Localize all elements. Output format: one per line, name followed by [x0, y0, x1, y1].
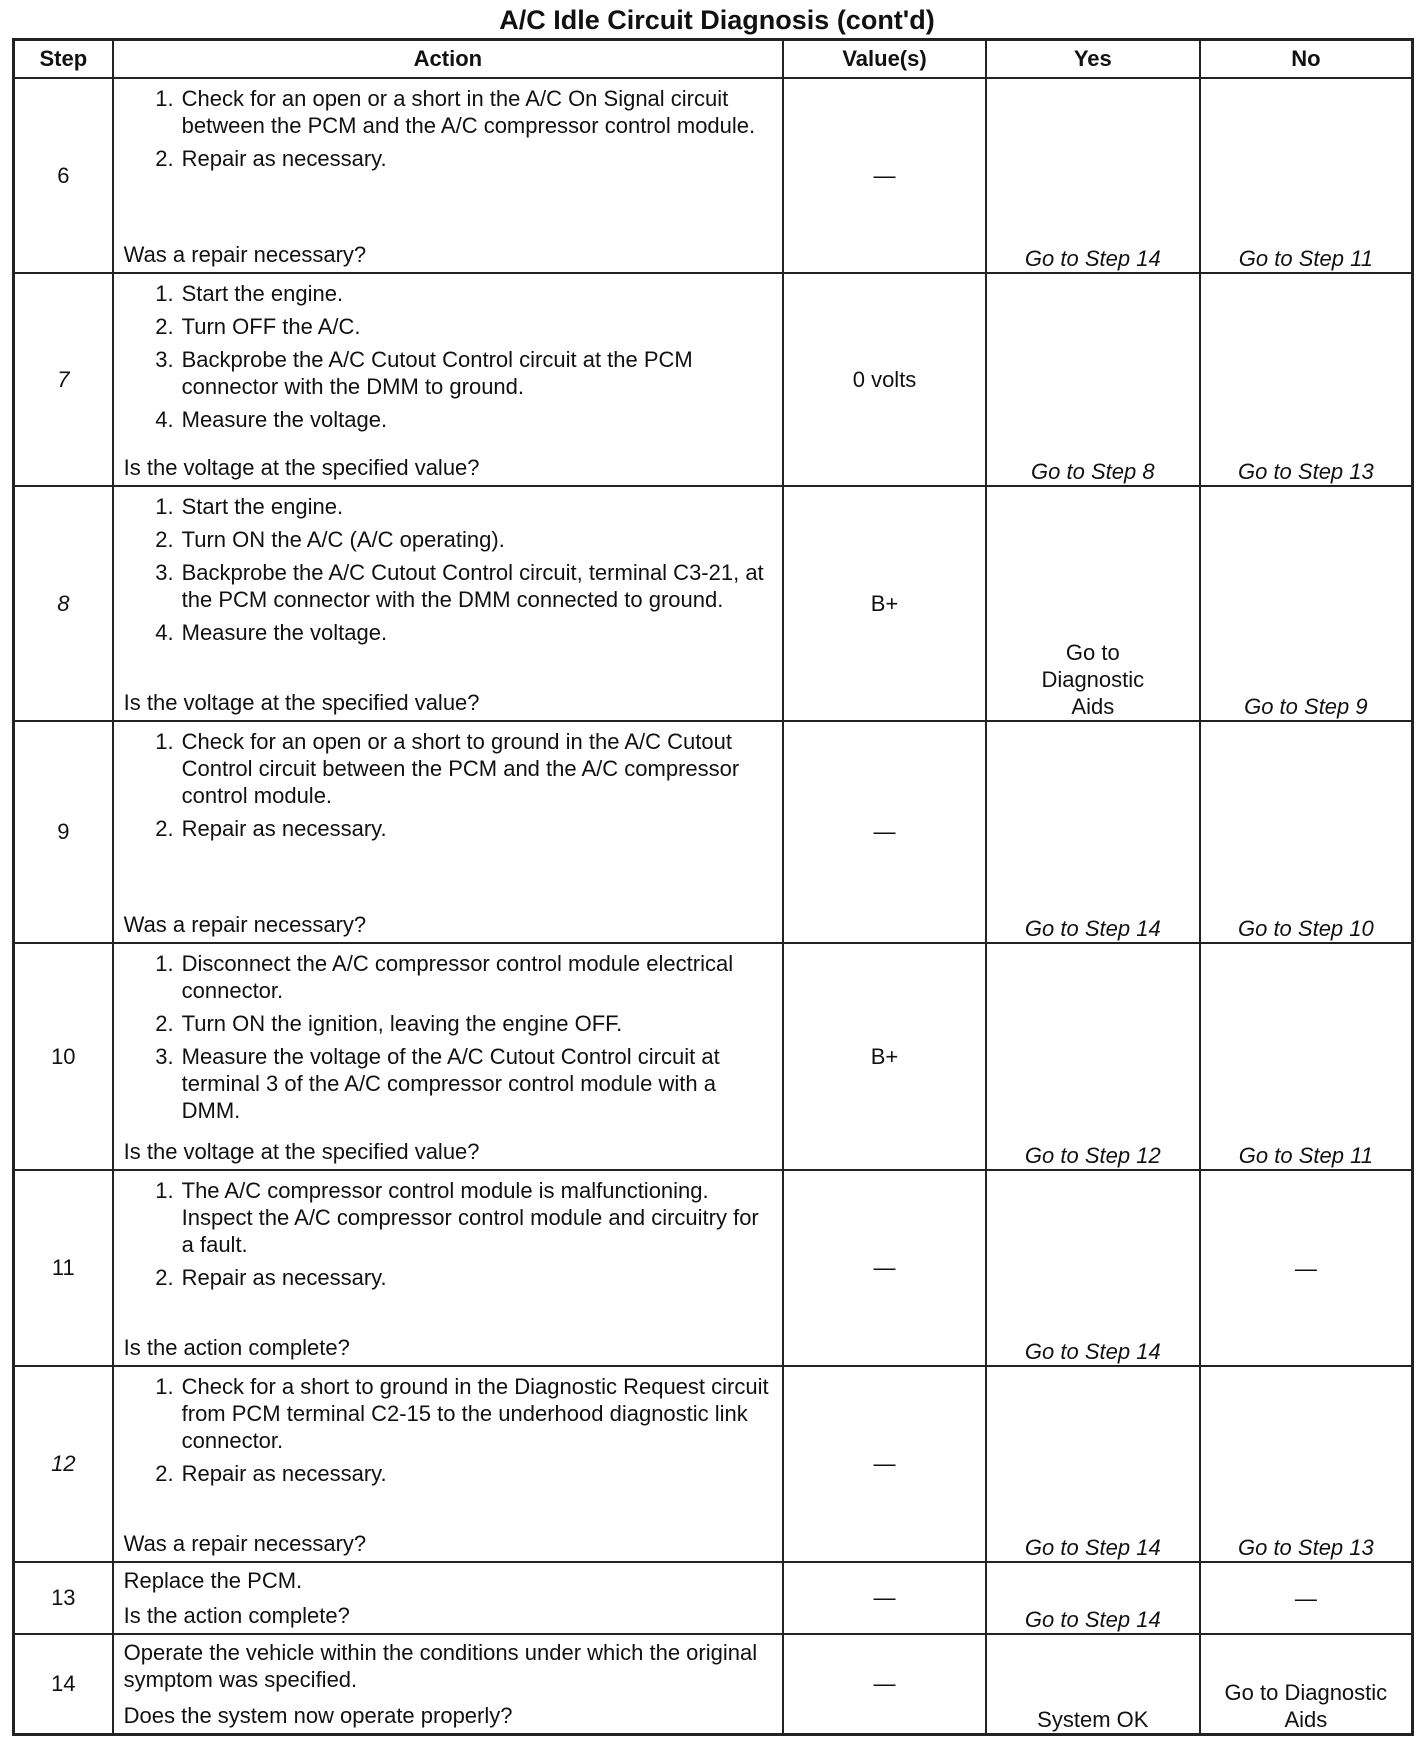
action-cell	[113, 721, 784, 943]
action-step: Repair as necessary.	[181, 816, 387, 841]
no-cell	[1200, 1634, 1413, 1734]
action-question: Was a repair necessary?	[123, 242, 367, 267]
header-row	[14, 40, 1413, 79]
action-step: Measure the voltage of the A/C Cutout Control circuit at terminal 3 of the A/C compressor control module with a DMM.	[181, 1044, 720, 1123]
value-cell: —	[783, 78, 986, 273]
header-no: No	[1200, 40, 1413, 79]
yes-cell: Go to Step 12	[986, 943, 1200, 1170]
value-cell: B+	[783, 943, 986, 1170]
action-step: Backprobe the A/C Cutout Control circuit at the PCM connector with the DMM to ground.	[181, 347, 693, 399]
header-values: Value(s)	[783, 40, 986, 79]
no-cell: Go to Step 11	[1200, 78, 1413, 273]
action-step: Measure the voltage.	[181, 407, 388, 432]
action-step: Turn ON the ignition, leaving the engine OFF.	[181, 1011, 623, 1036]
action-question: Is the action complete?	[123, 1603, 350, 1628]
no-cell: —	[1200, 1170, 1413, 1366]
table-row	[14, 1170, 1413, 1366]
action-steps	[124, 85, 773, 178]
value-cell: —	[783, 1634, 986, 1734]
yes-cell: Go to Step 14	[986, 78, 1200, 273]
action-question: Is the action complete?	[123, 1335, 350, 1360]
value-cell: —	[783, 1366, 986, 1562]
yes-cell	[986, 486, 1200, 721]
yes-cell: Go to Step 14	[986, 721, 1200, 943]
step-number: 13	[14, 1562, 113, 1634]
table-row	[14, 1634, 1413, 1734]
table-row	[14, 78, 1413, 273]
no-cell: Go to Step 10	[1200, 721, 1413, 943]
table-row	[14, 1562, 1413, 1634]
table-row	[14, 273, 1413, 486]
yes-cell: Go to Step 8	[986, 273, 1200, 486]
step-number: 6	[14, 78, 113, 273]
action-text: Replace the PCM.	[123, 1568, 303, 1593]
no-cell: Go to Step 11	[1200, 943, 1413, 1170]
action-cell	[113, 1562, 784, 1634]
action-steps	[124, 1373, 773, 1493]
action-cell	[113, 1170, 784, 1366]
header-step: Step	[14, 40, 113, 79]
action-text: Operate the vehicle within the conditions under which the original symptom was specified.	[123, 1640, 758, 1692]
value-cell: B+	[783, 486, 986, 721]
action-cell	[113, 1634, 784, 1734]
action-step: Repair as necessary.	[181, 146, 387, 171]
step-number: 8	[14, 486, 113, 721]
action-question: Was a repair necessary?	[123, 1531, 367, 1556]
diagnosis-table	[12, 38, 1414, 1736]
action-steps	[124, 728, 773, 848]
table-row	[14, 1366, 1413, 1562]
table-row	[14, 486, 1413, 721]
action-step: Measure the voltage.	[181, 620, 388, 645]
value-cell: 0 volts	[783, 273, 986, 486]
action-step: Check for an open or a short in the A/C On Signal circuit between the PCM and the A/C compressor control module.	[181, 86, 756, 138]
action-question: Is the voltage at the specified value?	[123, 690, 480, 715]
action-step: Check for an open or a short to ground in the A/C Cutout Control circuit between the PCM and the A/C compressor control module.	[181, 729, 740, 808]
no-cell: Go to Step 13	[1200, 1366, 1413, 1562]
table-row	[14, 943, 1413, 1170]
action-step: Check for a short to ground in the Diagnostic Request circuit from PCM terminal C2-15 to the underhood diagnostic link connector.	[181, 1374, 769, 1453]
action-step: Turn OFF the A/C.	[181, 314, 361, 339]
yes-cell: Go to Step 14	[986, 1562, 1200, 1634]
no-cell: Go to Step 9	[1200, 486, 1413, 721]
value-cell: —	[783, 721, 986, 943]
step-number: 11	[14, 1170, 113, 1366]
action-question: Was a repair necessary?	[123, 912, 367, 937]
yes-cell: Go to Step 14	[986, 1170, 1200, 1366]
action-step: Repair as necessary.	[181, 1265, 387, 1290]
action-steps	[124, 1177, 773, 1297]
value-cell: —	[783, 1562, 986, 1634]
no-cell-text: Go to Diagnostic Aids	[1224, 1679, 1388, 1732]
header-yes: Yes	[986, 40, 1200, 79]
action-step: Disconnect the A/C compressor control module electrical connector.	[181, 951, 734, 1003]
action-steps	[124, 950, 773, 1130]
action-question: Is the voltage at the specified value?	[123, 1139, 480, 1164]
step-number: 7	[14, 273, 113, 486]
table-row	[14, 721, 1413, 943]
no-cell: Go to Step 13	[1200, 273, 1413, 486]
no-cell: —	[1200, 1562, 1413, 1634]
page-title: A/C Idle Circuit Diagnosis (cont'd)	[499, 5, 935, 35]
yes-cell-text: Go to Diagnostic Aids	[1041, 640, 1145, 719]
yes-cell: System OK	[986, 1634, 1200, 1734]
action-step: The A/C compressor control module is malfunctioning. Inspect the A/C compressor control module and circuitry for a fault.	[181, 1178, 759, 1257]
action-step: Repair as necessary.	[181, 1461, 387, 1486]
action-steps	[124, 493, 773, 652]
action-question: Is the voltage at the specified value?	[123, 455, 480, 480]
action-step: Start the engine.	[181, 494, 344, 519]
action-step: Start the engine.	[181, 281, 344, 306]
step-number: 9	[14, 721, 113, 943]
value-cell: —	[783, 1170, 986, 1366]
step-number: 10	[14, 943, 113, 1170]
action-cell	[113, 78, 784, 273]
action-steps	[124, 280, 773, 439]
action-cell	[113, 486, 784, 721]
action-step: Turn ON the A/C (A/C operating).	[181, 527, 505, 552]
action-question: Does the system now operate properly?	[123, 1702, 513, 1728]
action-cell	[113, 943, 784, 1170]
yes-cell: Go to Step 14	[986, 1366, 1200, 1562]
action-cell	[113, 273, 784, 486]
action-step: Backprobe the A/C Cutout Control circuit, terminal C3-21, at the PCM connector with the DMM connected to ground.	[181, 560, 764, 612]
header-action: Action	[113, 40, 784, 79]
step-number: 14	[14, 1634, 113, 1734]
action-cell	[113, 1366, 784, 1562]
step-number: 12	[14, 1366, 113, 1562]
